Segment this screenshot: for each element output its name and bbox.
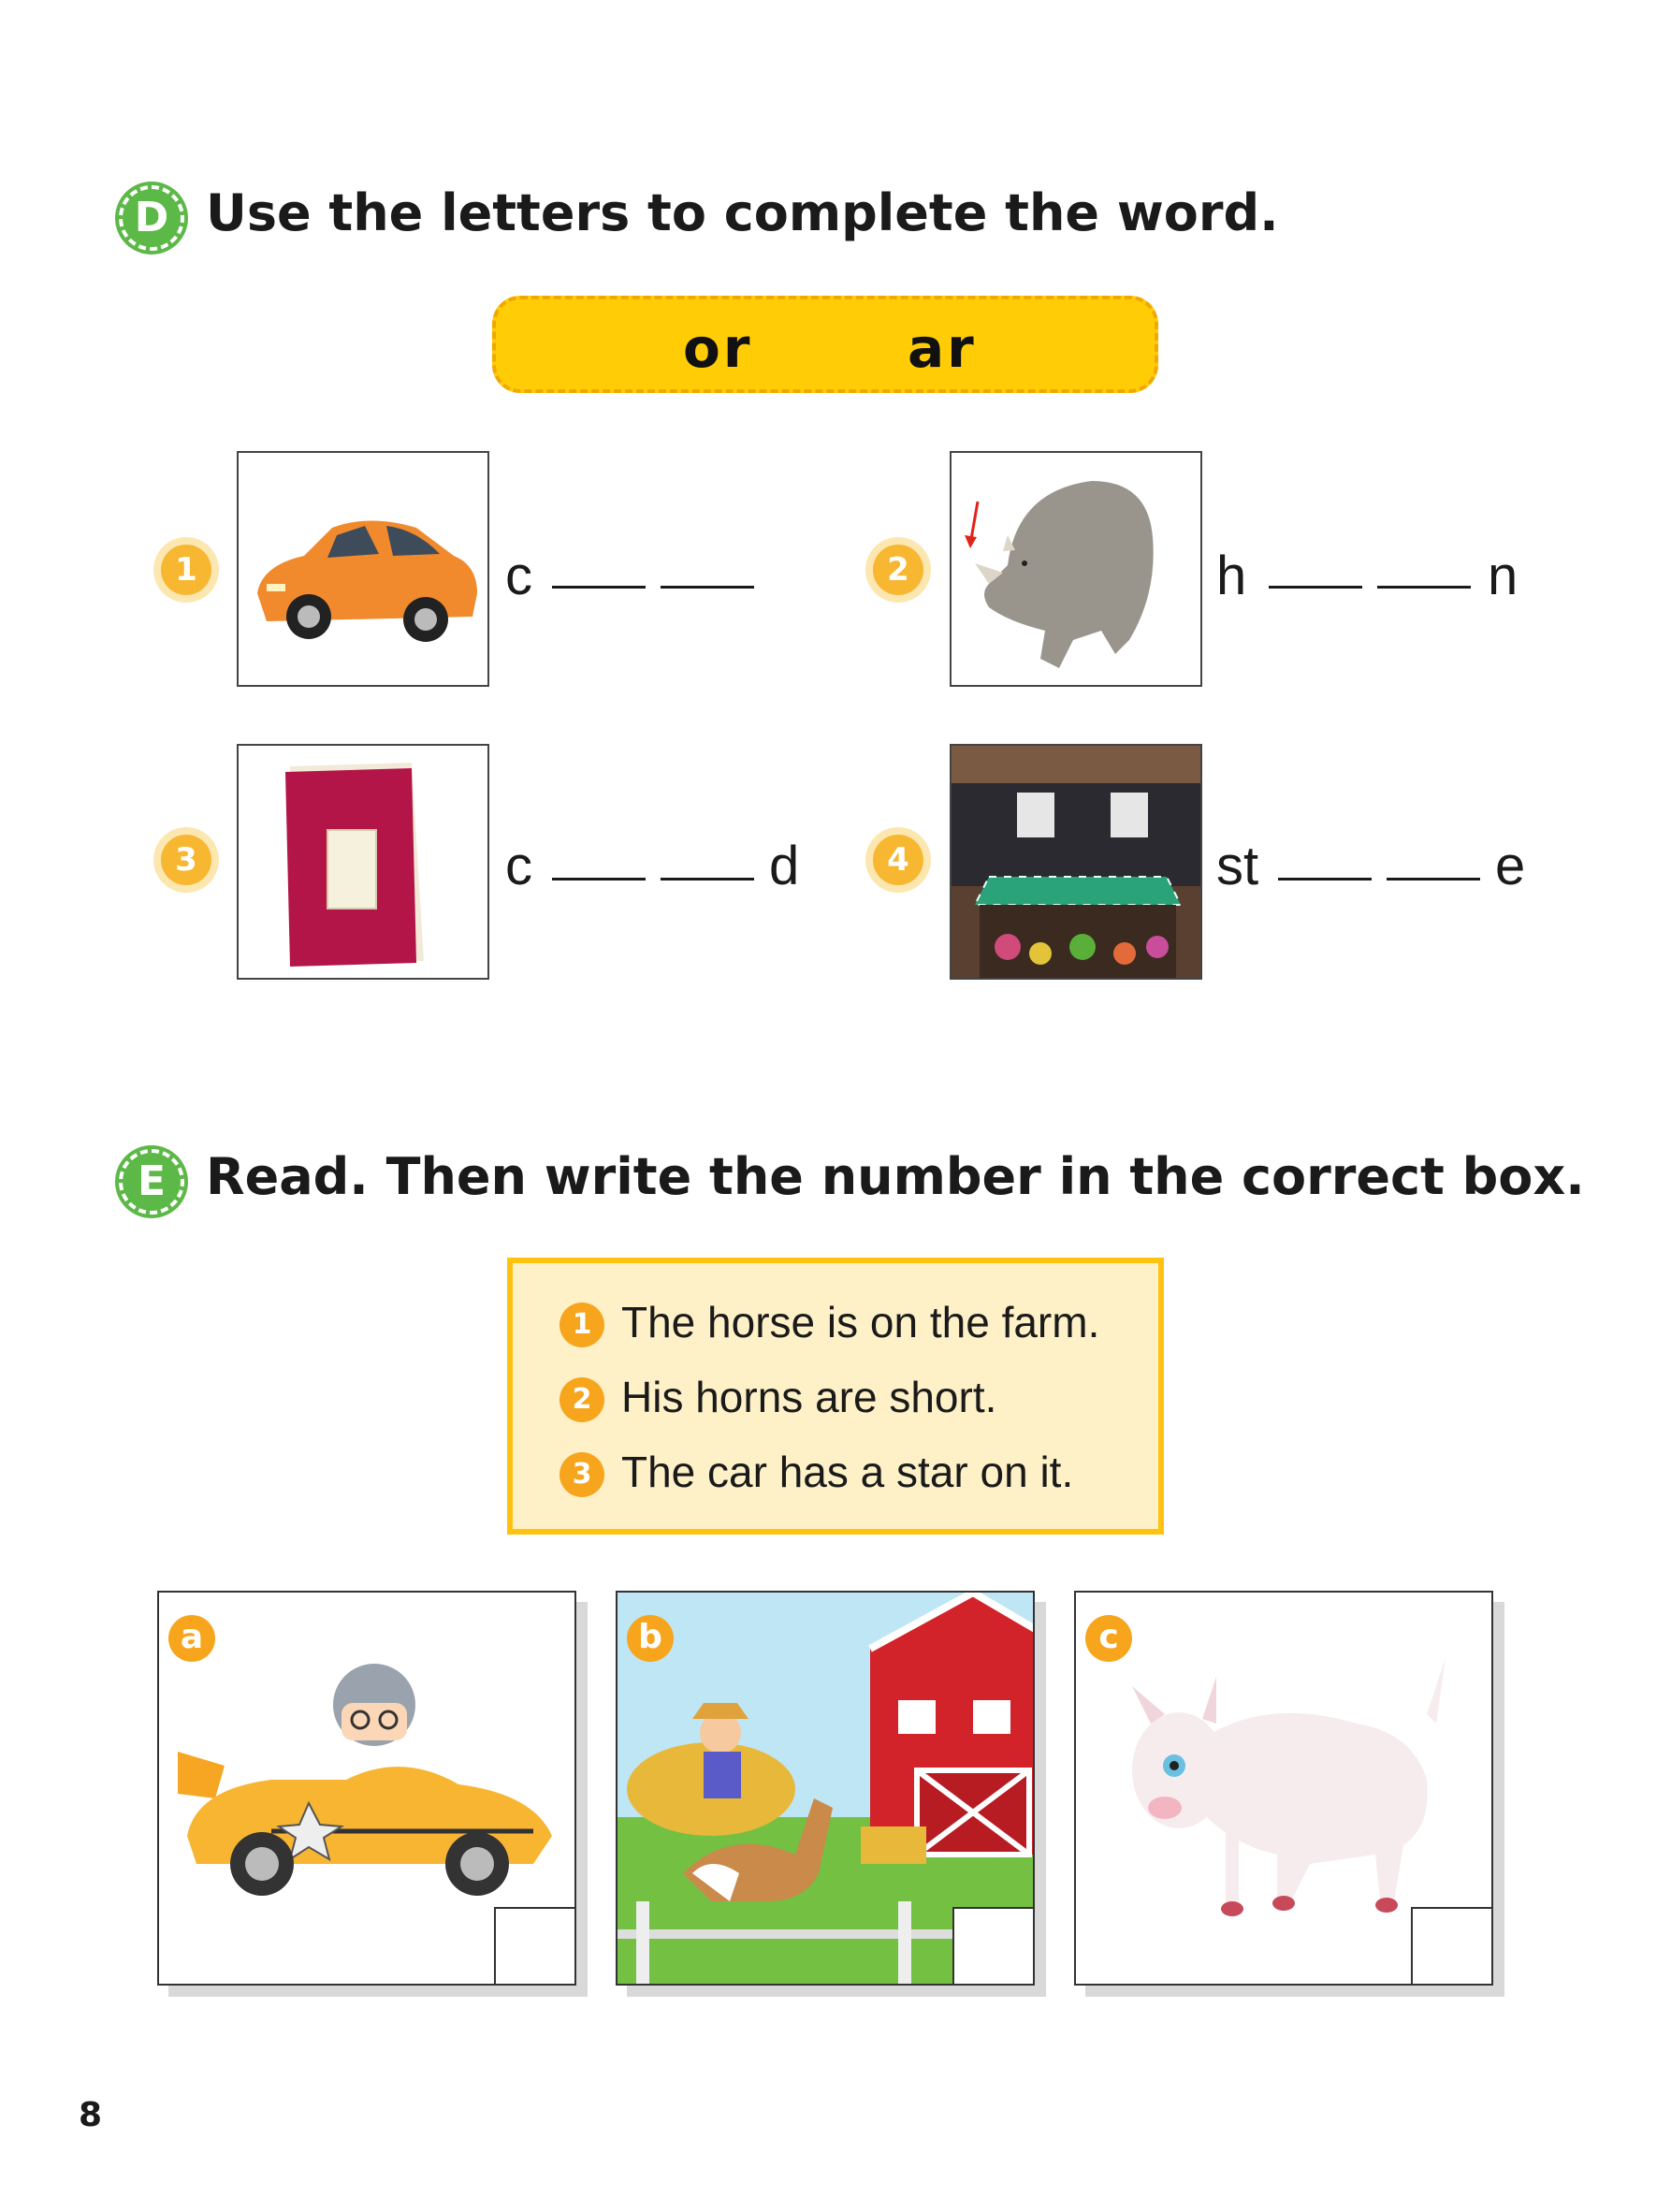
picture-b-answer-box[interactable] xyxy=(952,1907,1033,1984)
item-1-blank-2[interactable] xyxy=(661,586,754,589)
store-picture xyxy=(950,744,1202,980)
section-d-title: Use the letters to complete the word. xyxy=(206,183,1279,242)
item-2-prefix: h xyxy=(1216,546,1247,606)
picture-c-answer-box[interactable] xyxy=(1411,1907,1491,1984)
section-e-badge: E xyxy=(119,1149,184,1215)
card-picture xyxy=(237,744,489,980)
letter-option-ar: ar xyxy=(908,316,977,380)
picture-b-farm xyxy=(616,1591,1035,1986)
picture-a-label: a xyxy=(168,1615,215,1662)
item-3-prefix: c xyxy=(505,836,532,896)
section-e-title: Read. Then write the number in the correct box. xyxy=(206,1147,1585,1206)
sentence-1-number: 1 xyxy=(559,1302,604,1347)
item-2-suffix: n xyxy=(1488,546,1518,606)
sentence-3-text: The car has a star on it. xyxy=(621,1448,1074,1496)
letter-bank xyxy=(492,296,1158,393)
rhino-picture xyxy=(950,451,1202,687)
item-3-blank-1[interactable] xyxy=(552,878,646,880)
sentence-3-number: 3 xyxy=(559,1452,604,1497)
item-2-blank-2[interactable] xyxy=(1377,586,1471,589)
item-4-blank-2[interactable] xyxy=(1387,878,1480,880)
item-2-number: 2 xyxy=(873,545,923,595)
sentence-box xyxy=(507,1258,1164,1535)
picture-c-goat xyxy=(1074,1591,1493,1986)
item-4-blank-1[interactable] xyxy=(1278,878,1372,880)
picture-a-race-car xyxy=(157,1591,576,1986)
item-3-number: 3 xyxy=(161,835,211,885)
sentence-1-text: The horse is on the farm. xyxy=(621,1298,1100,1346)
item-2-blank-1[interactable] xyxy=(1269,586,1362,589)
item-1-prefix: c xyxy=(505,546,532,606)
item-3-suffix: d xyxy=(769,836,800,896)
item-1-number: 1 xyxy=(161,545,211,595)
item-3-blank-2[interactable] xyxy=(661,878,754,880)
car-picture xyxy=(237,451,489,687)
sentence-2-number: 2 xyxy=(559,1377,604,1422)
picture-a-answer-box[interactable] xyxy=(494,1907,574,1984)
section-d-badge: D xyxy=(119,185,184,251)
item-1-blank-1[interactable] xyxy=(552,586,646,589)
page-number: 8 xyxy=(79,2096,103,2134)
item-4-number: 4 xyxy=(873,835,923,885)
item-4-suffix: e xyxy=(1495,836,1526,896)
picture-c-label: c xyxy=(1085,1615,1132,1662)
letter-option-or: or xyxy=(683,316,753,380)
picture-b-label: b xyxy=(627,1615,674,1662)
sentence-2-text: His horns are short. xyxy=(621,1373,997,1421)
item-4-prefix: st xyxy=(1216,836,1259,896)
